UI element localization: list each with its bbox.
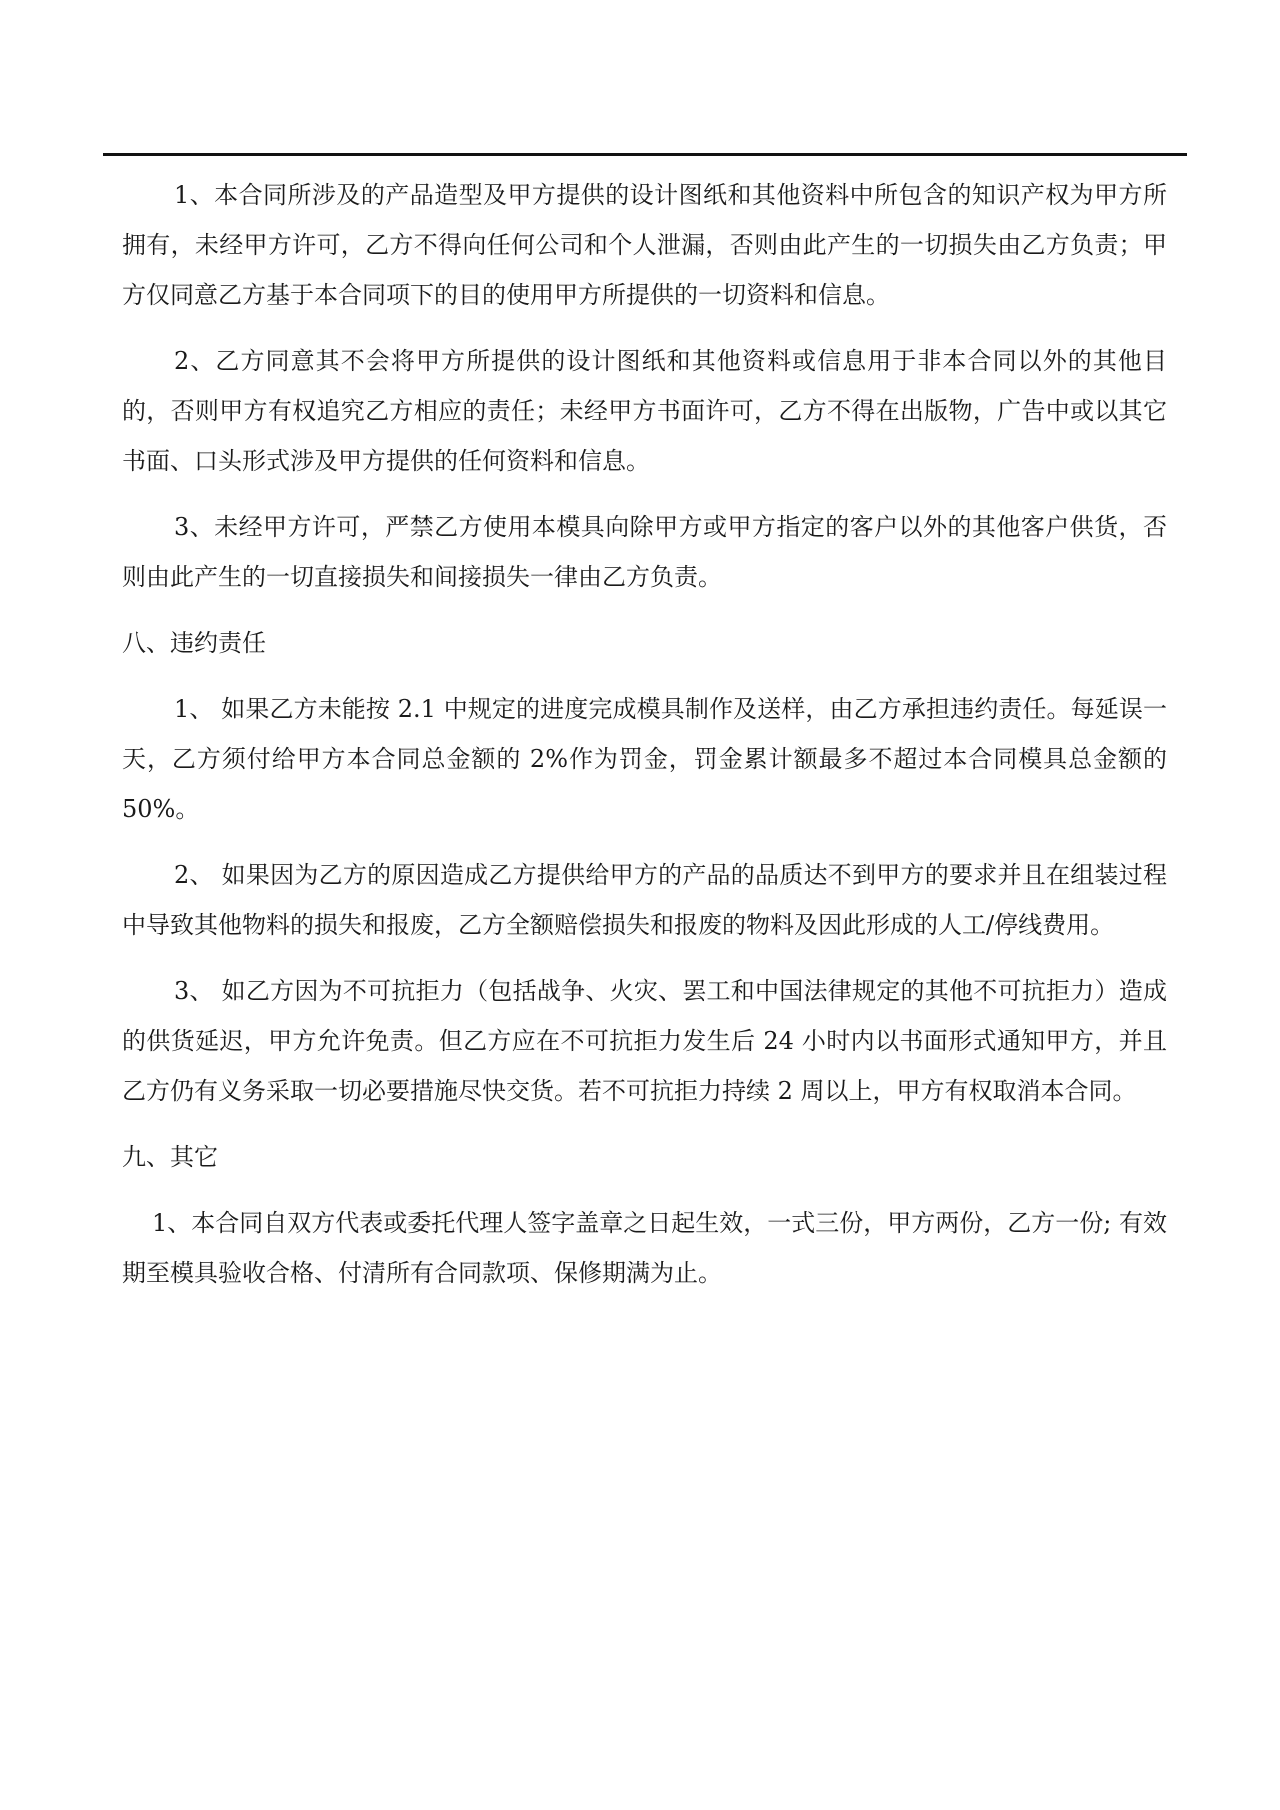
document-body bbox=[122, 170, 1167, 1298]
other-clause-1: 1、本合同自双方代表或委托代理人签字盖章之日起生效，一式三份，甲方两份，乙方一份; 有效期至模具验收合格、付清所有合同款项、保修期满为止。 bbox=[122, 1209, 1167, 1287]
ip-clause-1: 1、本合同所涉及的产品造型及甲方提供的设计图纸和其他资料中所包含的知识产权为甲方所拥有，未经甲方许可，乙方不得向任何公司和个人泄漏，否则由此产生的一切损失由乙方负责；甲方仅同意乙方基于本合同项下的目的使用甲方所提供的一切资料和信息。 bbox=[122, 181, 1167, 309]
other-heading: 九、其它 bbox=[122, 1143, 218, 1171]
breach-clause-1: 1、 如果乙方未能按 2.1 中规定的进度完成模具制作及送样，由乙方承担违约责任。每延误一天，乙方须付给甲方本合同总金额的 2%作为罚金，罚金累计额最多不超过本合同模具总金额的 50%。 bbox=[122, 695, 1167, 823]
header-rule bbox=[103, 153, 1187, 156]
ip-clause-2: 2、乙方同意其不会将甲方所提供的设计图纸和其他资料或信息用于非本合同以外的其他目的，否则甲方有权追究乙方相应的责任；未经甲方书面许可，乙方不得在出版物，广告中或以其它书面、口头形式涉及甲方提供的任何资料和信息。 bbox=[122, 347, 1167, 475]
breach-heading: 八、违约责任 bbox=[122, 629, 266, 657]
breach-clause-2: 2、 如果因为乙方的原因造成乙方提供给甲方的产品的品质达不到甲方的要求并且在组装过程中导致其他物料的损失和报废，乙方全额赔偿损失和报废的物料及因此形成的人工/停线费用。 bbox=[122, 861, 1167, 939]
ip-clause-3: 3、未经甲方许可，严禁乙方使用本模具向除甲方或甲方指定的客户以外的其他客户供货，否则由此产生的一切直接损失和间接损失一律由乙方负责。 bbox=[122, 513, 1167, 591]
breach-clause-3: 3、 如乙方因为不可抗拒力（包括战争、火灾、罢工和中国法律规定的其他不可抗拒力）造成的供货延迟，甲方允许免责。但乙方应在不可抗拒力发生后 24 小时内以书面形式通知甲方，并且乙方仍有义务采取一切必要措施尽快交货。若不可抗拒力持续 2 周以上，甲方有权取消本合同。 bbox=[122, 977, 1167, 1105]
